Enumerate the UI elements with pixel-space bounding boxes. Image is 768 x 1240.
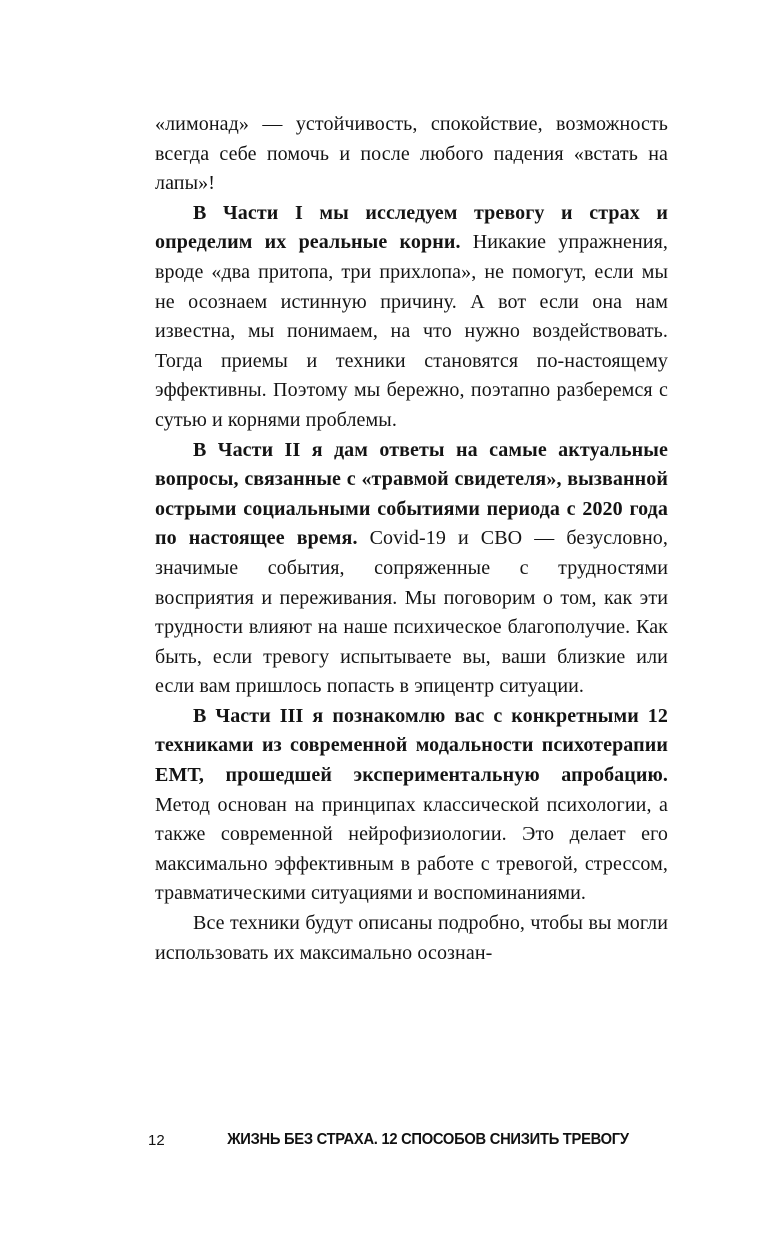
page-footer [148, 1131, 668, 1153]
paragraph-text-bold: В Части I мы исследуем тревогу и страх и определим их реальные корни. [155, 201, 668, 254]
paragraph-text-bold: В Части II я дам ответы на самые актуальные вопросы, связанные с «травмой свидетеля», вызванной острыми социальными событиями периода с 2020 года по настоящее время. [155, 438, 668, 550]
paragraph-text: Covid-19 и СВО — безусловно, значимые события, сопряженные с трудностями восприятия и переживания. Мы поговорим о том, как эти трудности влияют на наше психическое благополучие. Как быть, если тревогу испытываете вы, ваши близкие или если вам пришлось попасть в эпицентр ситуации. [155, 527, 668, 698]
paragraph [155, 436, 668, 702]
page-number: 12 [148, 1132, 165, 1149]
paragraph [155, 110, 668, 199]
paragraph-text: Метод основан на принципах классической психологии, а также современной нейрофизиологии. Это делает его максимально эффективным в работе с тревогой, стрессом, травматическими ситуациями и воспоминаниями. [155, 793, 668, 905]
paragraph-text: «лимонад» — устойчивость, спокойствие, возможность всегда себе помочь и после любого падения «встать на лапы»! [155, 113, 668, 195]
paragraph-text-bold: В Части III я познакомлю вас с конкретными 12 техниками из современной модальности психотерапии ЕМТ, прошедшей экспериментальную апробацию. [155, 704, 668, 787]
paragraph [155, 702, 668, 909]
running-title: ЖИЗНЬ БЕЗ СТРАХА. 12 СПОСОБОВ СНИЗИТЬ ТРЕВОГУ [227, 1131, 629, 1148]
paragraph-text: Никакие упражнения, вроде «два притопа, три прихлопа», не помогут, если мы не осознаем истинную причину. А вот если она нам известна, мы понимаем, на что нужно воздействовать. Тогда приемы и техники становятся по-настоящему эффективны. Поэтому мы бережно, поэтапно разберемся с сутью и корнями проблемы. [155, 231, 668, 431]
paragraph [155, 909, 668, 968]
body-text [155, 110, 668, 968]
paragraph [155, 199, 668, 436]
paragraph-text: Все техники будут описаны подробно, чтобы вы могли использовать их максимально осознан- [155, 912, 668, 964]
